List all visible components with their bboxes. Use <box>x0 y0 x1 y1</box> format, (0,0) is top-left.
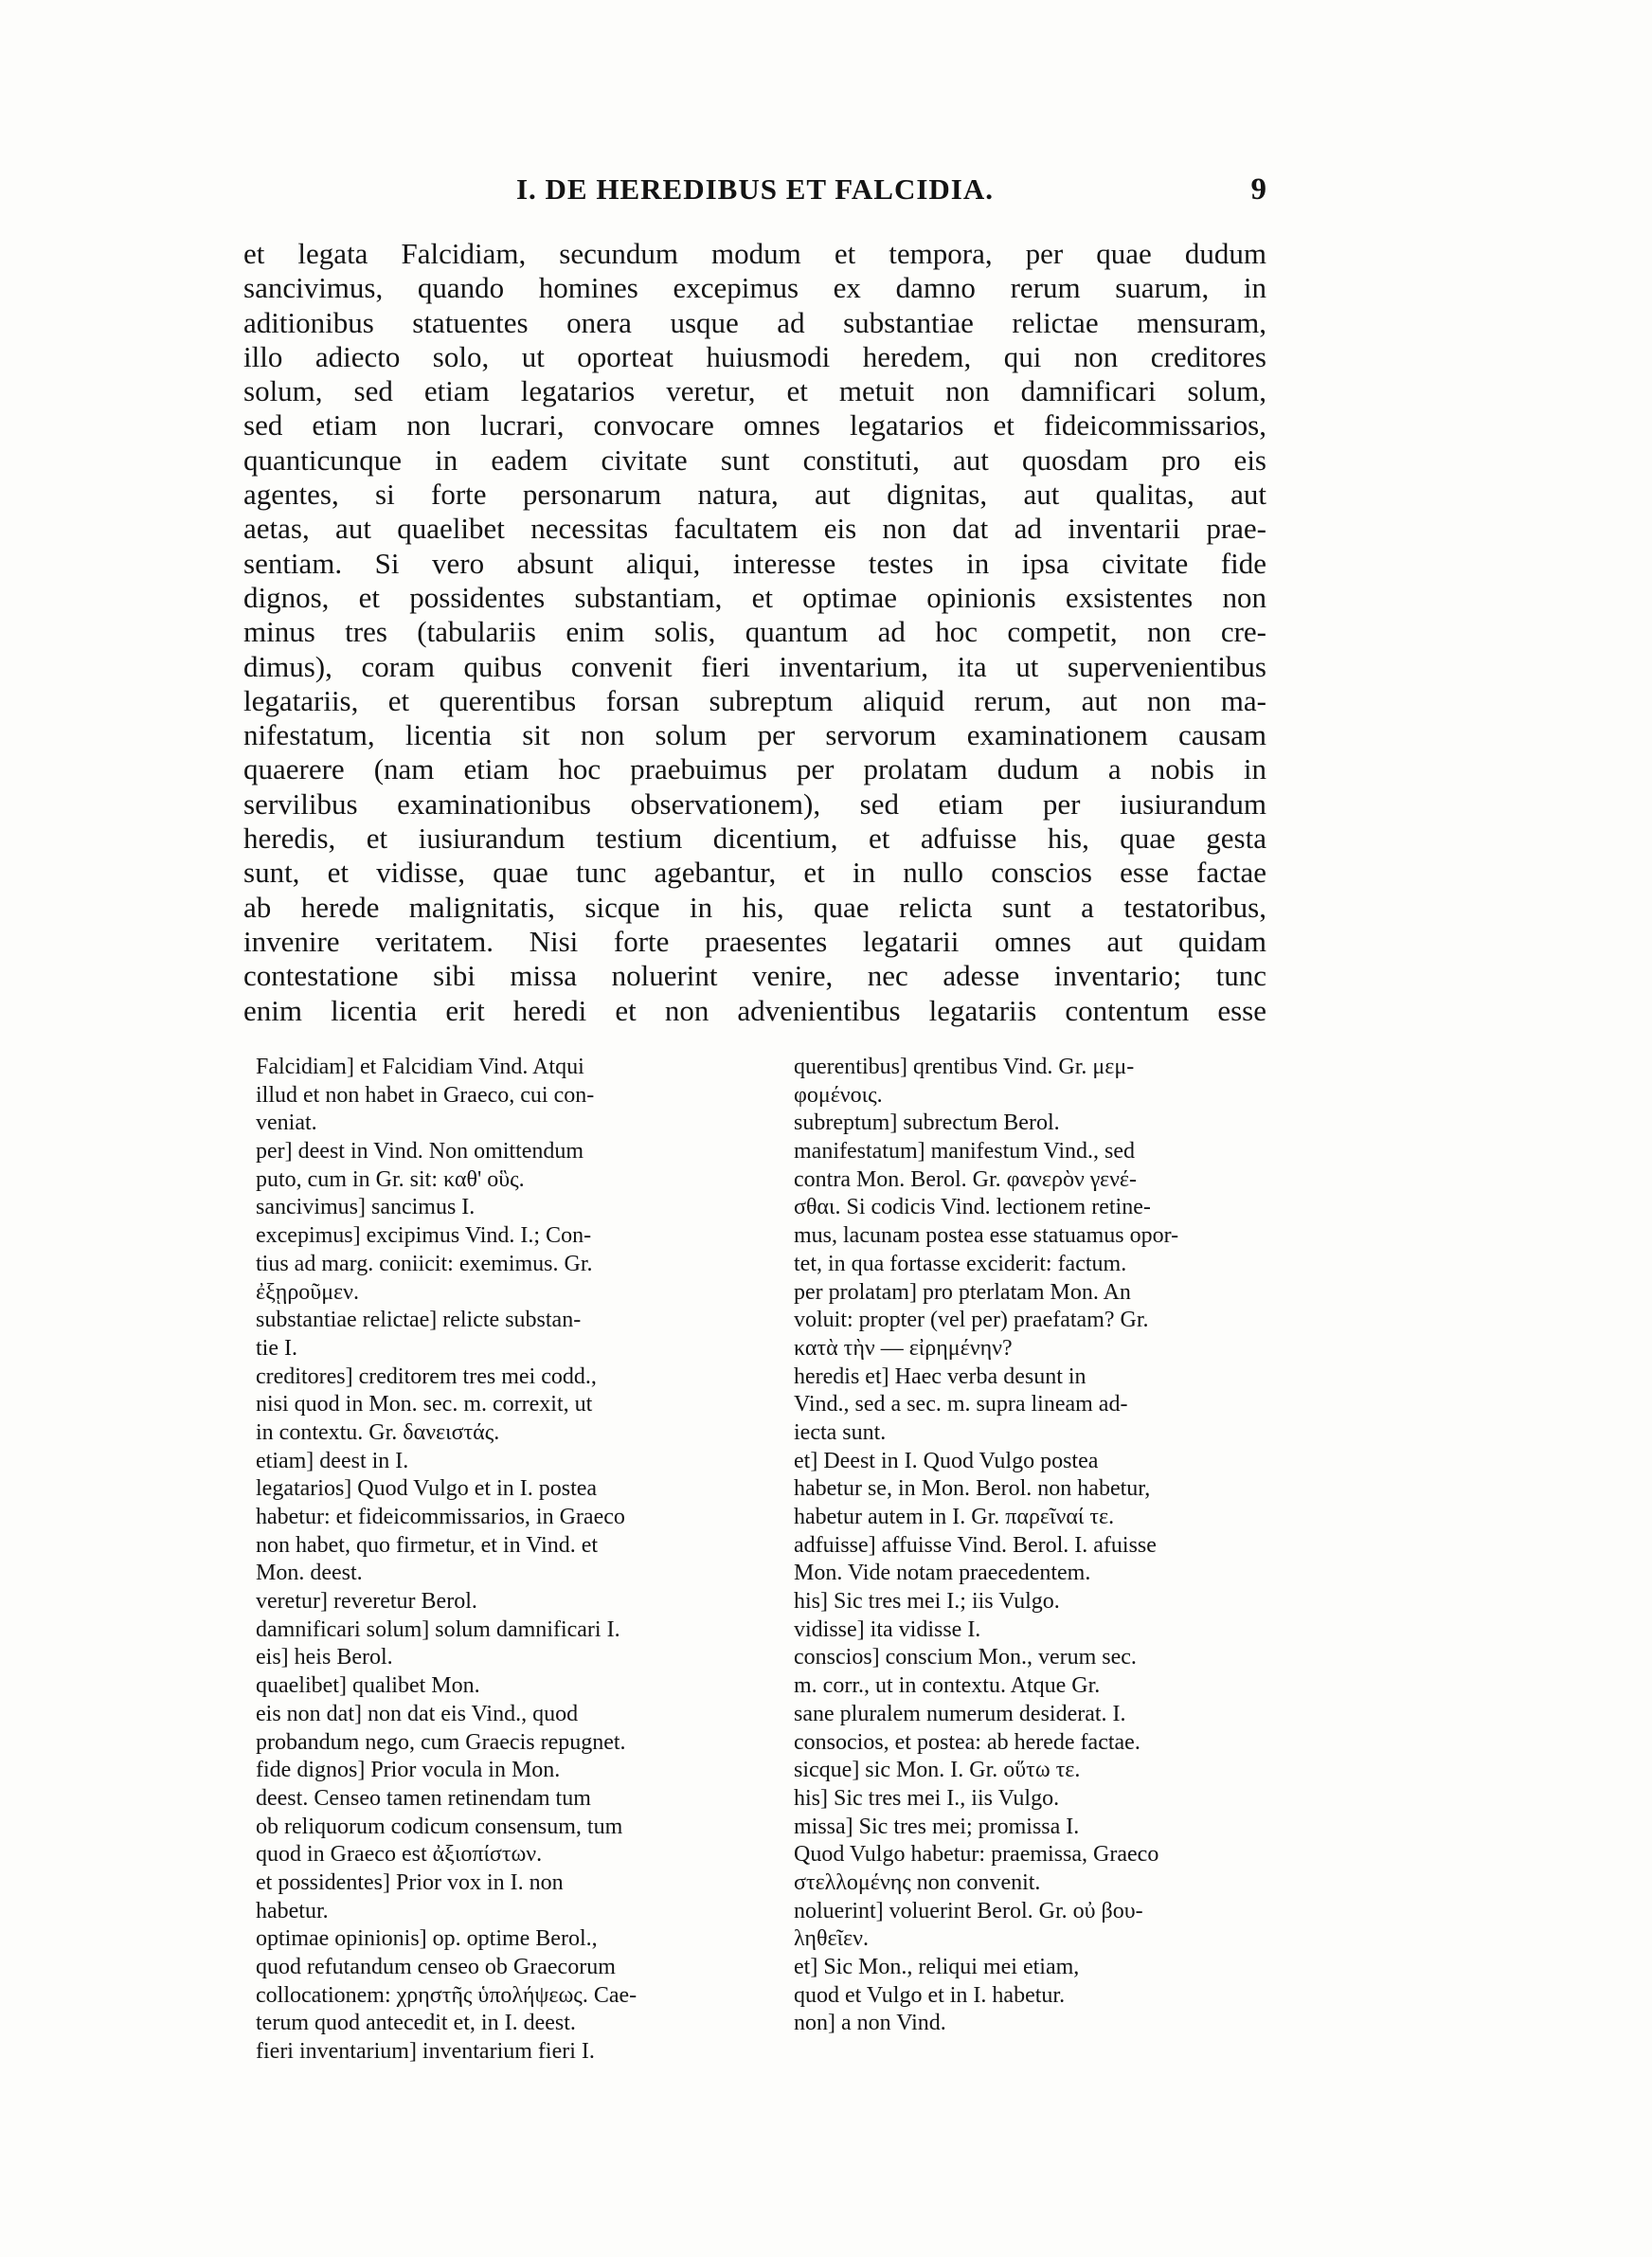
footnote-line: collocationem: χρηστῆς ὑπολήψεως. Cae- <box>256 1982 637 2008</box>
main-text-line: et legata Falcidiam, secundum modum et tempora, per quae dudum <box>243 237 1266 270</box>
main-text-line: heredis, et iusiurandum testium dicentium, et adfuisse his, quae gesta <box>243 822 1266 856</box>
main-text-line: sed etiam non lucrari, convocare omnes legatarios et fideicommissarios, <box>243 408 1266 442</box>
main-text-line: ab herede malignitatis, sicque in his, quae relicta sunt a testatoribus, <box>243 890 1266 924</box>
footnote-line: στελλομένης non convenit. <box>794 1869 1041 1895</box>
footnote-line: tet, in qua fortasse exciderit: factum. <box>794 1251 1127 1276</box>
main-text-line: quanticunque in eadem civitate sunt constituti, aut quosdam pro eis <box>243 442 1266 477</box>
footnote-line: habetur. <box>256 1898 329 1923</box>
footnote-line: illud et non habet in Graeco, cui con- <box>256 1082 595 1108</box>
footnote-line: mus, lacunam postea esse statuamus opor- <box>794 1223 1179 1249</box>
footnote-line: sicque] sic Mon. I. Gr. οὕτω τε. <box>794 1758 1081 1783</box>
footnote-line: his] Sic tres mei I.; iis Vulgo. <box>794 1589 1060 1615</box>
main-text-line: dignos, et possidentes substantiam, et optimae opinionis exsistentes non <box>243 580 1266 614</box>
footnote-line: m. corr., ut in contextu. Atque Gr. <box>794 1673 1101 1699</box>
footnote-line: veretur] reveretur Berol. <box>256 1589 477 1615</box>
main-text-line: nifestatum, licentia sit non solum per servorum examinationem causam <box>243 718 1266 752</box>
main-text-block <box>243 237 1266 1028</box>
footnote-line: Falcidiam] et Falcidiam Vind. Atqui <box>256 1055 584 1079</box>
footnote-line: puto, cum in Gr. sit: καθ' οὓς. <box>256 1166 525 1192</box>
footnote-line: et possidentes] Prior vox in I. non <box>256 1869 564 1895</box>
footnote-line: contra Mon. Berol. Gr. φανερὸν γενέ- <box>794 1166 1138 1192</box>
footnote-line: σθαι. Si codicis Vind. lectionem retine- <box>794 1195 1151 1220</box>
footnote-line: non habet, quo firmetur, et in Vind. et <box>256 1532 599 1558</box>
footnote-line: creditores] creditorem tres mei codd., <box>256 1363 597 1389</box>
footnote-line: sane pluralem numerum desiderat. I. <box>794 1701 1126 1726</box>
footnote-line: vidisse] ita vidisse I. <box>794 1616 981 1642</box>
footnote-line: adfuisse] affuisse Vind. Berol. I. afuisse <box>794 1532 1157 1558</box>
main-text-line: sentiam. Si vero absunt aliqui, interesse testes in ipsa civitate fide <box>243 546 1266 580</box>
footnote-line: non] a non Vind. <box>794 2011 946 2036</box>
main-text-line: dimus), coram quibus convenit fieri inventarium, ita ut supervenientibus <box>243 649 1266 683</box>
footnote-line: missa] Sic tres mei; promissa I. <box>794 1814 1080 1839</box>
footnote-line: subreptum] subrectum Berol. <box>794 1110 1060 1136</box>
footnote-line: optimae opinionis] op. optime Berol., <box>256 1926 598 1952</box>
main-text-line: legatariis, et querentibus forsan subreptum aliquid rerum, aut non ma- <box>243 683 1266 717</box>
footnote-line: per prolatam] pro pterlatam Mon. An <box>794 1279 1131 1305</box>
footnote-line: terum quod antecedit et, in I. deest. <box>256 2011 576 2036</box>
footnote-line: habetur se, in Mon. Berol. non habetur, <box>794 1476 1151 1502</box>
footnote-line: querentibus] qrentibus Vind. Gr. μεμ- <box>794 1055 1135 1079</box>
footnote-line: heredis et] Haec verba desunt in <box>794 1363 1086 1389</box>
footnote-line: consocios, et postea: ab herede factae. <box>794 1729 1140 1755</box>
running-header <box>243 172 1266 226</box>
footnote-line: iecta sunt. <box>794 1419 887 1445</box>
footnote-line: legatarios] Quod Vulgo et in I. postea <box>256 1476 598 1502</box>
main-text-line: sancivimus, quando homines excepimus ex damno rerum suarum, in <box>243 271 1266 305</box>
footnote-line: probandum nego, cum Graecis repugnet. <box>256 1729 626 1755</box>
main-text-line: agentes, si forte personarum natura, aut dignitas, aut qualitas, aut <box>243 478 1266 512</box>
footnote-line: etiam] deest in I. <box>256 1448 409 1473</box>
main-text-line: sunt, et vidisse, quae tunc agebantur, et in nullo conscios esse factae <box>243 856 1266 890</box>
footnote-line: excepimus] excipimus Vind. I.; Con- <box>256 1223 592 1249</box>
footnote-line: habetur: et fideicommissarios, in Graeco <box>256 1505 625 1529</box>
main-text-line: invenire veritatem. Nisi forte praesentes legatarii omnes aut quidam <box>243 924 1266 958</box>
footnote-line: Quod Vulgo habetur: praemissa, Graeco <box>794 1842 1159 1868</box>
footnote-line: et] Deest in I. Quod Vulgo postea <box>794 1448 1099 1473</box>
footnote-line: deest. Censeo tamen retinendam tum <box>256 1785 591 1811</box>
footnote-line: ἐξῃροῦμεν. <box>256 1279 359 1305</box>
footnotes-left-column <box>256 1054 753 2067</box>
footnote-line: sancivimus] sancimus I. <box>256 1195 476 1220</box>
footnote-line: Mon. Vide notam praecedentem. <box>794 1561 1091 1586</box>
main-text-line: servilibus examinationibus observationem), sed etiam per iusiurandum <box>243 786 1266 821</box>
footnote-line: eis non dat] non dat eis Vind., quod <box>256 1701 579 1726</box>
main-text-line: enim licentia erit heredi et non advenientibus legatariis contentum esse <box>243 993 1266 1027</box>
footnote-line: fieri inventarium] inventarium fieri I. <box>256 2039 595 2065</box>
main-text-line: contestatione sibi missa noluerint venire, nec adesse inventario; tunc <box>243 959 1266 993</box>
footnote-line: quod refutandum censeo ob Graecorum <box>256 1955 616 1979</box>
footnote-line: ob reliquorum codicum consensum, tum <box>256 1814 623 1839</box>
main-text-line: solum, sed etiam legatarios veretur, et metuit non damnificari solum, <box>243 374 1266 408</box>
footnote-line: quaelibet] qualibet Mon. <box>256 1673 480 1699</box>
page-number: 9 <box>1250 172 1266 207</box>
footnote-line: manifestatum] manifestum Vind., sed <box>794 1139 1136 1165</box>
footnote-line: ληθεῖεν. <box>794 1926 869 1952</box>
footnote-line: damnificari solum] solum damnificari I. <box>256 1616 620 1642</box>
footnote-line: et] Sic Mon., reliqui mei etiam, <box>794 1955 1080 1979</box>
footnote-line: tius ad marg. coniicit: exemimus. Gr. <box>256 1251 593 1276</box>
footnote-line: Mon. deest. <box>256 1561 363 1586</box>
footnote-line: κατὰ τὴν — εἰρημένην? <box>794 1335 1013 1361</box>
footnote-line: noluerint] voluerint Berol. Gr. οὐ βου- <box>794 1898 1143 1923</box>
footnote-line: quod in Graeco est ἀξιοπίστων. <box>256 1842 543 1868</box>
footnote-line: eis] heis Berol. <box>256 1645 393 1670</box>
footnote-line: fide dignos] Prior vocula in Mon. <box>256 1758 561 1783</box>
footnote-line: φομένοις. <box>794 1082 883 1108</box>
header-title: I. DE HEREDIBUS ET FALCIDIA. <box>515 172 995 206</box>
main-text-line: quaerere (nam etiam hoc praebuimus per prolatam dudum a nobis in <box>243 752 1266 786</box>
footnote-line: conscios] conscium Mon., verum sec. <box>794 1645 1137 1670</box>
footnote-line: in contextu. Gr. δανειστάς. <box>256 1419 500 1445</box>
footnote-line: his] Sic tres mei I., iis Vulgo. <box>794 1785 1060 1811</box>
footnote-line: quod et Vulgo et in I. habetur. <box>794 1982 1066 2008</box>
footnote-line: nisi quod in Mon. sec. m. correxit, ut <box>256 1392 593 1417</box>
footnote-line: habetur autem in I. Gr. παρεῖναί τε. <box>794 1505 1115 1529</box>
footnote-line: veniat. <box>256 1110 317 1136</box>
footnote-line: per] deest in Vind. Non omittendum <box>256 1139 584 1165</box>
footnote-line: voluit: propter (vel per) praefatam? Gr. <box>794 1308 1149 1333</box>
main-text-line: illo adiecto solo, ut oporteat huiusmodi heredem, qui non creditores <box>243 339 1266 373</box>
main-text-line: aetas, aut quaelibet necessitas facultatem eis non dat ad inventarii prae- <box>243 512 1266 546</box>
main-text-line: aditionibus statuentes onera usque ad substantiae relictae mensuram, <box>243 305 1266 339</box>
footnote-line: tie I. <box>256 1335 297 1361</box>
footnotes-right-column <box>794 1054 1267 2038</box>
footnote-line: Vind., sed a sec. m. supra lineam ad- <box>794 1392 1128 1417</box>
main-text-line: minus tres (tabulariis enim solis, quantum ad hoc competit, non cre- <box>243 615 1266 649</box>
footnote-line: substantiae relictae] relicte substan- <box>256 1308 582 1333</box>
